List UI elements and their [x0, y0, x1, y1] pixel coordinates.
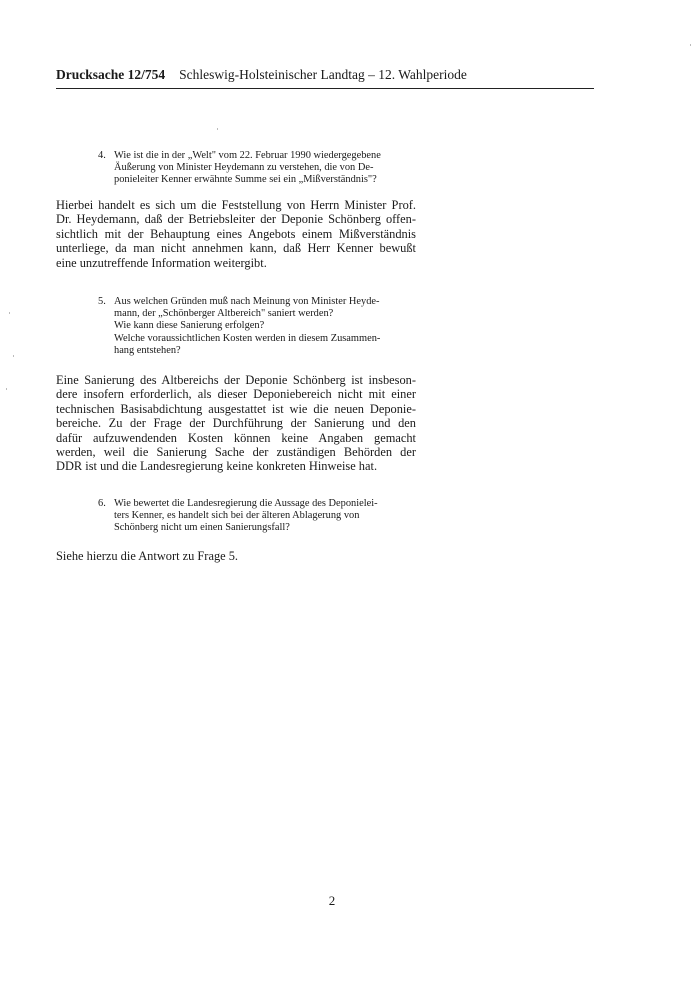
question-line: hang entstehen?	[114, 344, 181, 356]
header-rule	[56, 88, 594, 89]
question-line: Wie kann diese Sanierung erfolgen?	[114, 320, 265, 332]
header-title: Schleswig-Holsteinischer Landtag – 12. Wahlperiode	[179, 67, 467, 82]
answer-line: Dr. Heydemann, daß der Betriebsleiter der Deponie Schönberg offen-	[56, 212, 416, 227]
scan-speck	[6, 388, 7, 390]
question-line: Wie bewertet die Landesregierung die Aussage des Deponielei-	[114, 498, 378, 509]
page-number: 2	[328, 893, 336, 908]
answer-line: bereiche. Zu der Frage der Durchführung der Sanierung und den	[56, 416, 416, 431]
answer-line: sichtlich mit der Behauptung eines Angebots einem Mißverständnis	[56, 226, 416, 241]
question-line: ters Kenner, es handelt sich bei der älteren Ablagerung von	[114, 510, 360, 522]
answer-5	[56, 373, 416, 474]
question-text	[114, 150, 430, 187]
answer-line: Hierbei handelt es sich um die Feststellung von Herrn Minister Prof.	[56, 198, 416, 212]
question-number: 5.	[98, 296, 106, 307]
question-number: 4.	[98, 150, 106, 161]
answer-line: eine unzutreffende Information weitergibt.	[56, 255, 267, 270]
scan-speck	[9, 312, 10, 314]
question-5	[98, 296, 430, 357]
question-number: 6.	[98, 498, 106, 509]
document-number: Drucksache 12/754	[56, 67, 166, 82]
scan-speck	[13, 355, 14, 357]
answer-line: unterliege, da man nicht annehmen kann, daß Herr Kenner bewußt	[56, 241, 416, 256]
question-line: Wie ist die in der „Welt" vom 22. Februar 1990 wiedergegebene	[114, 150, 381, 161]
scan-speck	[690, 44, 691, 46]
question-6	[98, 498, 430, 535]
answer-line: dafür aufzuwendenden Kosten können keine Angaben gemacht	[56, 430, 416, 445]
question-text	[114, 296, 430, 357]
question-line: Welche voraussichtlichen Kosten werden in diesem Zusammen-	[114, 332, 381, 344]
answer-line: DDR ist und die Landesregierung keine konkreten Hinweise hat.	[56, 459, 378, 474]
answer-line: dere insofern erforderlich, als dieser Deponiebereich nicht mit einer	[56, 387, 416, 402]
answer-line: Siehe hierzu die Antwort zu Frage 5.	[56, 549, 239, 563]
answer-6	[56, 549, 416, 563]
question-text	[114, 498, 430, 535]
answer-4	[56, 198, 416, 270]
answer-line: werden, weil die Sanierung Sache der zuständigen Behörden der	[56, 445, 416, 460]
question-line: ponieleiter Kenner erwähnte Summe sei ein „Mißverständnis"?	[114, 174, 377, 186]
question-line: Äußerung von Minister Heydemann zu verstehen, die von De-	[114, 162, 374, 174]
answer-line: Eine Sanierung des Altbereichs der Deponie Schönberg ist insbeson-	[56, 373, 416, 387]
question-line: mann, der „Schönberger Altbereich" saniert werden?	[114, 308, 334, 320]
question-line: Aus welchen Gründen muß nach Meinung von Minister Heyde-	[114, 296, 380, 307]
answer-line: technischen Basisabdichtung ausgestattet ist wie die neuen Deponie-	[56, 401, 416, 416]
scan-speck	[217, 128, 218, 130]
question-4	[98, 150, 430, 187]
page-header	[56, 64, 594, 88]
question-line: Schönberg nicht um einen Sanierungsfall?	[114, 522, 290, 534]
